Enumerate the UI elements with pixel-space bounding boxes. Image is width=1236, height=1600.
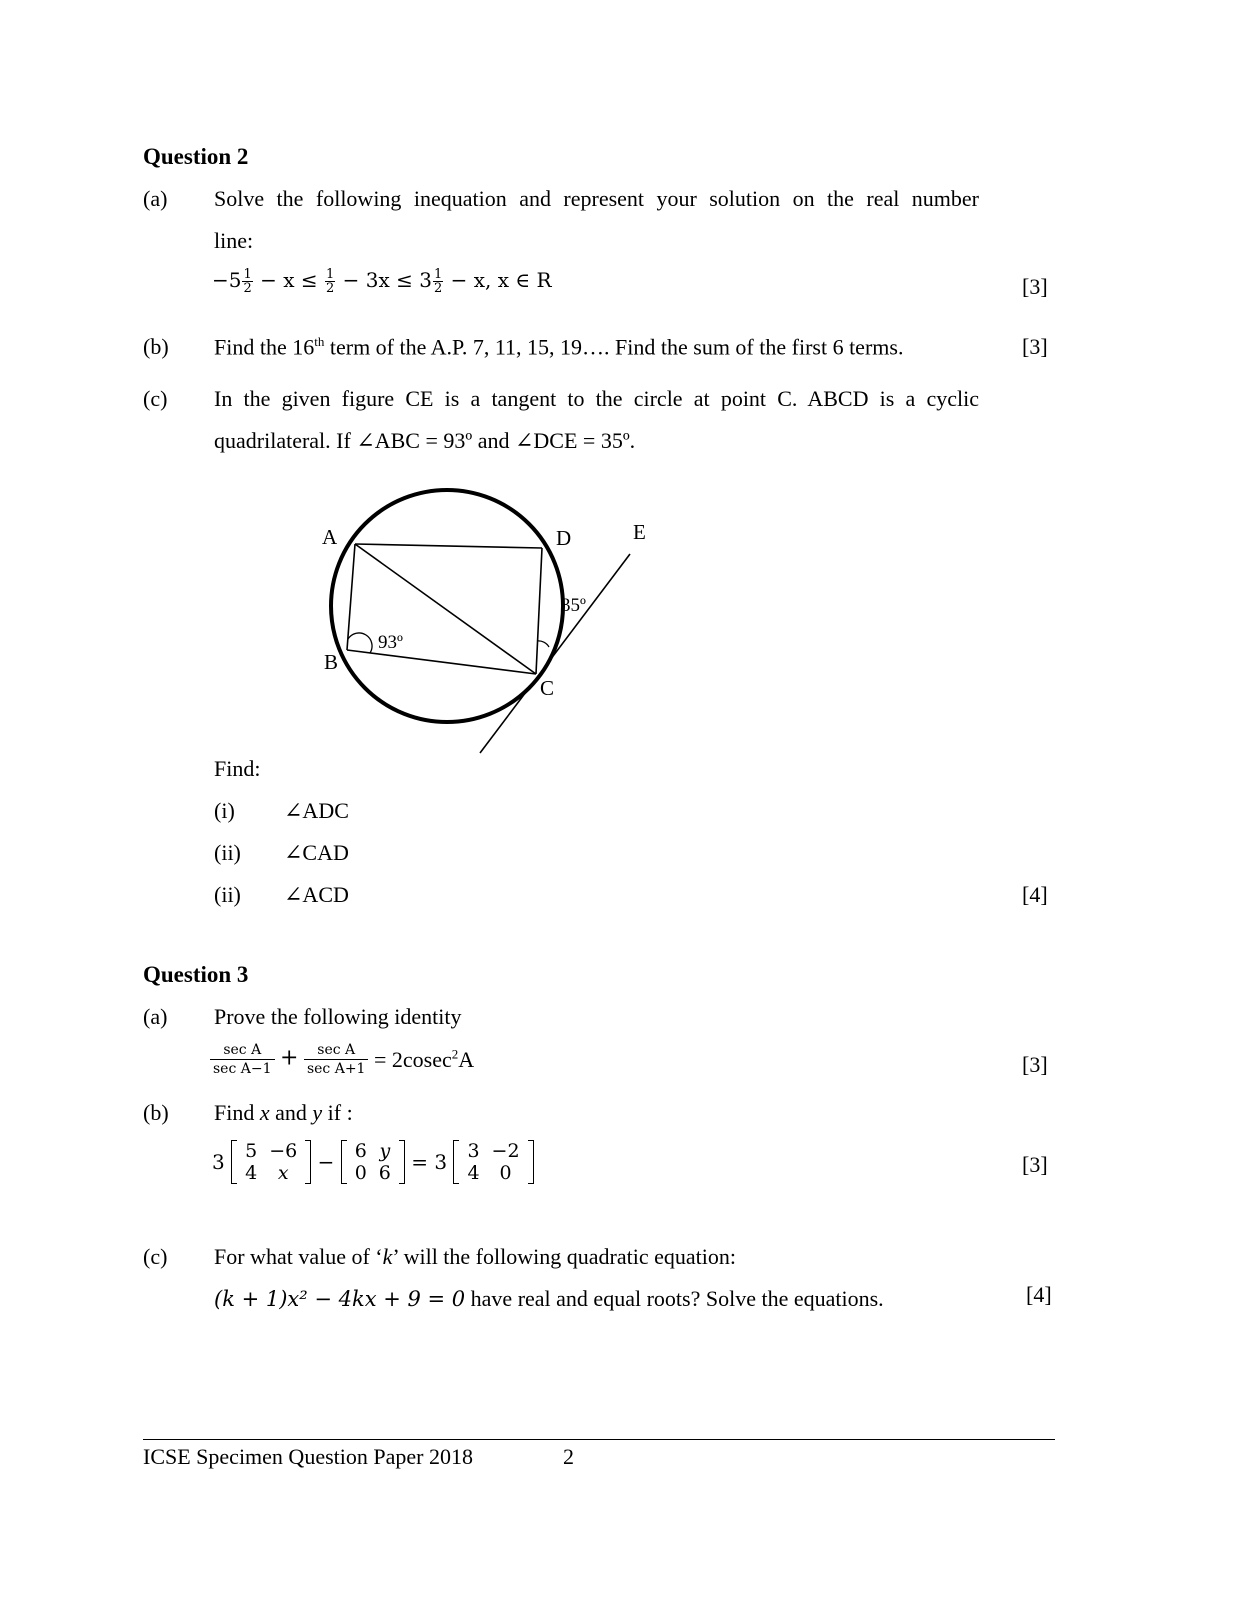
ineq-part2: − x ≤ (260, 268, 318, 292)
find-item-num: (ii) (214, 882, 241, 907)
q2a-inequation (212, 268, 552, 295)
ineq-part3: − 3x ≤ 3 (342, 268, 432, 292)
frac-num: 1 (433, 267, 443, 282)
rhs-post: A (458, 1046, 475, 1072)
q2b-label: (b) (143, 334, 169, 359)
ineq-part4: − x, x ∈ R (450, 268, 552, 292)
minus-sign: − (317, 1150, 335, 1174)
frac-den: 2 (243, 281, 252, 296)
question-2-title: Question 2 (143, 144, 249, 169)
q2c-text-line1: In the given figure CE is a tangent to the circle at point C. ABCD is a cyclic (214, 386, 979, 411)
identity-plus: + (280, 1045, 299, 1071)
matrix-2 (341, 1140, 405, 1184)
q3b-x: x (259, 1100, 270, 1125)
frac-num: 1 (326, 267, 335, 282)
cyclic-quadrilateral-figure (300, 480, 680, 770)
q3c-label: (c) (143, 1244, 168, 1269)
side-ad (355, 544, 542, 548)
label-a: A (322, 525, 338, 549)
matrix-cell: 0 (354, 1162, 367, 1184)
ineq-fraction (433, 268, 443, 295)
q3b-label: (b) (143, 1100, 169, 1125)
q3a-label: (a) (143, 1004, 168, 1029)
matrix-cell: −2 (491, 1140, 520, 1162)
q3c-k: k (382, 1244, 393, 1269)
find-item-text: ∠CAD (284, 840, 349, 865)
q3a-identity (210, 1041, 474, 1078)
matrix-cell: 4 (467, 1162, 480, 1184)
q2a-label: (a) (143, 186, 168, 211)
q2a-text-line1: Solve the following inequation and represent your solution on the real number (214, 186, 979, 211)
q3c-text-line1 (214, 1244, 736, 1270)
matrix-3 (453, 1140, 533, 1184)
q2b-post: term of the A.P. 7, 11, 15, 19…. Find the sum of the first 6 terms. (324, 334, 904, 360)
page-number: 2 (563, 1444, 574, 1469)
find-label: Find: (214, 756, 261, 781)
matrix-cell: 4 (245, 1162, 258, 1184)
coef: 3 (212, 1150, 225, 1174)
q3c-line2-post: have real and equal roots? Solve the equations. (465, 1286, 884, 1311)
frac-den: sec A−1 (213, 1061, 272, 1077)
ineq-fraction (325, 268, 335, 295)
question-3-title: Question 3 (143, 962, 249, 987)
q3c-text-line2 (214, 1286, 884, 1312)
identity-fraction-1 (210, 1041, 275, 1078)
label-e: E (633, 520, 646, 544)
frac-num: sec A (304, 1041, 369, 1060)
label-c: C (540, 676, 555, 700)
footer-divider (143, 1439, 1055, 1440)
q3c-marks: [4] (1026, 1282, 1052, 1307)
matrix-cell: 5 (245, 1140, 258, 1162)
label-b: B (324, 650, 339, 674)
side-dc (536, 548, 542, 674)
frac-num: sec A (210, 1041, 275, 1060)
identity-fraction-2 (304, 1041, 369, 1078)
equals-coef: = 3 (411, 1150, 448, 1174)
ineq-fraction (242, 268, 252, 295)
q3a-text: Prove the following identity (214, 1004, 462, 1029)
find-item-text: ∠ACD (284, 882, 349, 907)
find-item-text: ∠ADC (284, 798, 349, 823)
rhs-sup: 2 (451, 1046, 459, 1062)
q2c-text-line2: quadrilateral. If ∠ABC = 93º and ∠DCE = 35º. (214, 428, 636, 453)
angle-b-value: 93º (378, 632, 403, 653)
q2a-text-line2: line: (214, 228, 254, 253)
q3a-marks: [3] (1022, 1052, 1048, 1077)
frac-den: 2 (433, 281, 443, 296)
q3b-pre: Find (214, 1100, 260, 1125)
matrix-cell: 6 (354, 1140, 367, 1162)
angle-c-arc (537, 641, 549, 647)
matrix-cell: 0 (499, 1162, 512, 1184)
q2b-text (214, 334, 903, 360)
frac-den: sec A+1 (306, 1061, 366, 1077)
q2b-sup: th (314, 334, 325, 349)
rhs-pre: = 2cosec (373, 1046, 452, 1072)
q2a-marks: [3] (1022, 274, 1048, 299)
frac-num: 1 (243, 267, 252, 282)
q3b-text (214, 1100, 353, 1126)
angle-c-value: 35º (561, 595, 586, 616)
matrix-1 (231, 1140, 311, 1184)
matrix-cell: 3 (467, 1140, 480, 1162)
matrix-cell: −6 (269, 1140, 298, 1162)
tangent-ce (480, 554, 630, 753)
frac-den: 2 (326, 281, 335, 296)
matrix-cell: x (277, 1162, 289, 1184)
q2b-marks: [3] (1022, 334, 1048, 359)
ineq-part1: −5 (212, 268, 242, 292)
q2b-pre: Find the 16 (214, 334, 315, 360)
q3c-post: ’ will the following quadratic equation: (392, 1244, 736, 1269)
q3b-post: if : (322, 1100, 353, 1125)
q2c-label: (c) (143, 386, 168, 411)
q3c-pre: For what value of ‘ (214, 1244, 383, 1269)
circle (331, 490, 563, 722)
matrix-cell: y (379, 1140, 391, 1162)
find-item-num: (ii) (214, 840, 241, 865)
q2c-marks: [4] (1022, 882, 1048, 907)
matrix-cell: 6 (378, 1162, 391, 1184)
find-item-num: (i) (214, 798, 235, 823)
label-d: D (556, 526, 572, 550)
footer-title: ICSE Specimen Question Paper 2018 (143, 1444, 473, 1469)
q3b-marks: [3] (1022, 1152, 1048, 1177)
q3b-matrix-equation (212, 1140, 534, 1184)
identity-rhs (374, 1047, 474, 1072)
q3c-equation: (k + 1)x² − 4kx + 9 = 0 (214, 1287, 466, 1311)
q3b-y: y (312, 1100, 323, 1125)
q3b-mid: and (269, 1100, 313, 1125)
